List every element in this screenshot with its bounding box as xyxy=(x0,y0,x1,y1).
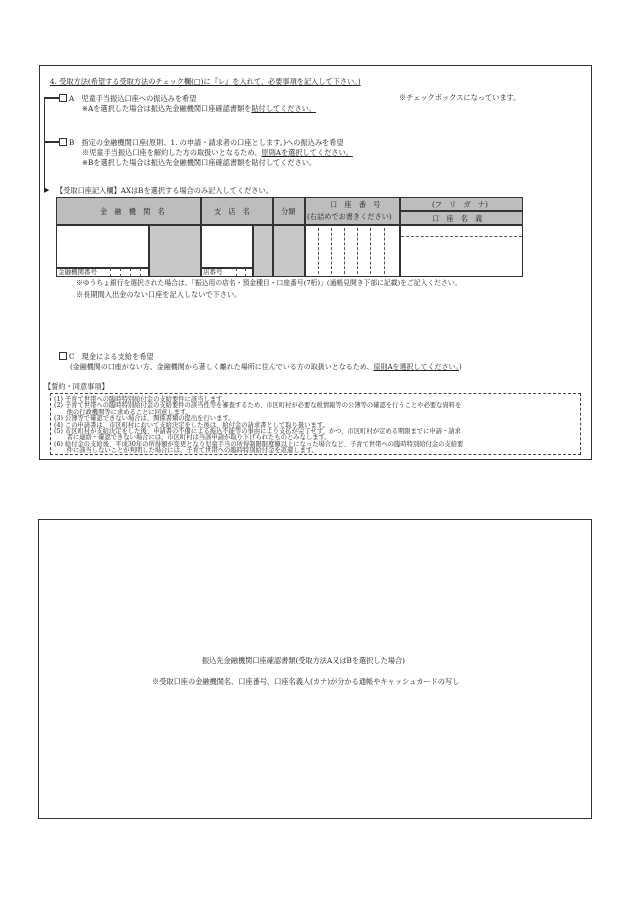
header-bank-label: 金 融 機 関 名 xyxy=(100,207,165,216)
digit-separator xyxy=(331,228,332,274)
digit-separator xyxy=(245,268,246,277)
bank-name-input[interactable] xyxy=(56,225,149,268)
consent-item: (3) 公簿等で確認できない場合は、関係書類の提出を行います。 xyxy=(54,415,235,423)
consent-item: 者に連絡・確認できない場合には、市区町村は当該申請が取り下げられたものとみなします。 xyxy=(54,434,331,442)
option-a-checkbox[interactable] xyxy=(59,94,67,102)
arrow-icon: ▶ xyxy=(44,186,50,194)
digit-separator xyxy=(140,268,141,277)
account-holder-input[interactable] xyxy=(400,225,523,277)
option-b-label: B 指定の金融機関口座(原則、1. の申請・請求者の口座とします。)への振込みを希望 xyxy=(69,138,344,147)
digit-separator xyxy=(344,228,345,274)
digit-separator xyxy=(110,268,111,277)
consent-item: (4) この申請書は、市区町村において支給決定をした後は、給付金の請求書として取り扱います。 xyxy=(54,421,329,429)
yucho-note: ※ゆうちょ銀行を選択された場合は、「振込用の店名・預金種目・口座番号(7桁)」(通帳見開き下部に記載)をご記入ください。 xyxy=(76,279,462,287)
option-a-label: A 児童手当振込口座への振込みを希望 xyxy=(69,94,197,103)
digit-separator xyxy=(370,228,371,274)
option-c-checkbox[interactable] xyxy=(59,352,67,360)
option-c-note: (金融機関の口座がない方、金融機関から著しく離れた場所に住んでいる方の取扱いとなるため、原則Aを選択してください。) xyxy=(70,363,462,371)
bank-code-label: 金融機関番号 xyxy=(58,268,97,276)
bracket-line xyxy=(44,97,59,99)
account-entry-title: 【受取口座記入欄】AXはBを選択する場合のみ記入してください。 xyxy=(56,186,273,195)
option-b-note-2: ※Bを選択した場合は振込先金融機関口座確認書類を貼付してください。 xyxy=(82,158,317,167)
digit-separator xyxy=(318,228,319,274)
header-account-number-note: (右詰めでお書きください) xyxy=(307,212,392,221)
consent-item: (6) 給付金の支給後、平成30年の所得額が変更となり児童手当の所得制限限度額以上になった場合など、子育て世帯への臨時特別給付金の支給要 xyxy=(54,440,464,448)
consent-item: (1) 子育て世帯への臨時特別給付金の支給要件に該当します。 xyxy=(54,396,229,403)
header-holder-label: 口 座 名 義 xyxy=(432,214,483,223)
consent-item: (2) 子育て世帯への臨時特別給付金の支給要件の該当性等を審査するため、市区町村が必要な税情報等の公簿等の確認を行うことや必要な資料を xyxy=(54,402,462,410)
attachment-frame[interactable] xyxy=(38,519,592,819)
header-type-label: 分類 xyxy=(281,207,296,216)
branch-code-label: 店番号 xyxy=(203,268,223,276)
bracket-line xyxy=(44,97,45,192)
bracket-line xyxy=(44,141,59,143)
option-c-label: C 現金による支給を希望 xyxy=(69,352,154,361)
checkbox-note: ※チェックボックスになっています。 xyxy=(399,93,521,102)
section4-heading: 4. 受取方法(希望する受取方法のチェック欄(□)に『レ』を入れて、必要事項を記入して下さい。) xyxy=(50,77,361,86)
consent-item: 件に該当しないことが判明した場合には、子育て世帯への臨時特別給付金を返還します。 xyxy=(54,447,318,455)
digit-separator xyxy=(120,268,121,277)
kana-separator xyxy=(401,236,522,237)
digit-separator xyxy=(236,268,237,277)
consent-box xyxy=(50,393,581,455)
digit-separator xyxy=(357,228,358,274)
consent-title: 【誓約・同意事項】 xyxy=(44,382,109,391)
option-a-note: ※Aを選択した場合は振込先金融機関口座確認書類を貼付してください。 xyxy=(82,104,317,113)
bank-type-box xyxy=(149,225,201,277)
account-number-input[interactable] xyxy=(305,225,400,277)
consent-item: (5) 市区町村が支給決定をした後、申請書の不備による振込不能等の事由により支払が完了せず、かつ、市区町村が定める期限までに申請・請求 xyxy=(54,428,461,436)
long-term-note: ※長期間入出金のない口座を記入しないで下さい。 xyxy=(76,290,242,299)
attachment-title: 振込先金融機関口座確認書類(受取方法A又はBを選択した場合) xyxy=(202,656,405,665)
digit-separator xyxy=(384,228,385,274)
attachment-note: ※受取口座の金融機関名、口座番号、口座名義人(カナ)が分かる通帳やキャッシュカードの写し xyxy=(152,677,460,686)
header-kana-label: (フ リ ガ ナ) xyxy=(432,200,488,209)
header-account-number-label: 口 座 番 号 xyxy=(330,200,381,209)
branch-type-box xyxy=(253,225,273,277)
digit-separator xyxy=(130,268,131,277)
option-b-note-1: ※児童手当振込口座を解約した方の取扱いとなるため、原則Aを選択してください。 xyxy=(82,148,353,157)
branch-name-input[interactable] xyxy=(201,225,253,268)
header-branch-label: 支 店 名 xyxy=(214,207,250,216)
account-type-input[interactable] xyxy=(273,225,305,277)
consent-item: 他の行政機関等に求めることに同意します。 xyxy=(54,408,193,416)
option-b-checkbox[interactable] xyxy=(59,138,67,146)
